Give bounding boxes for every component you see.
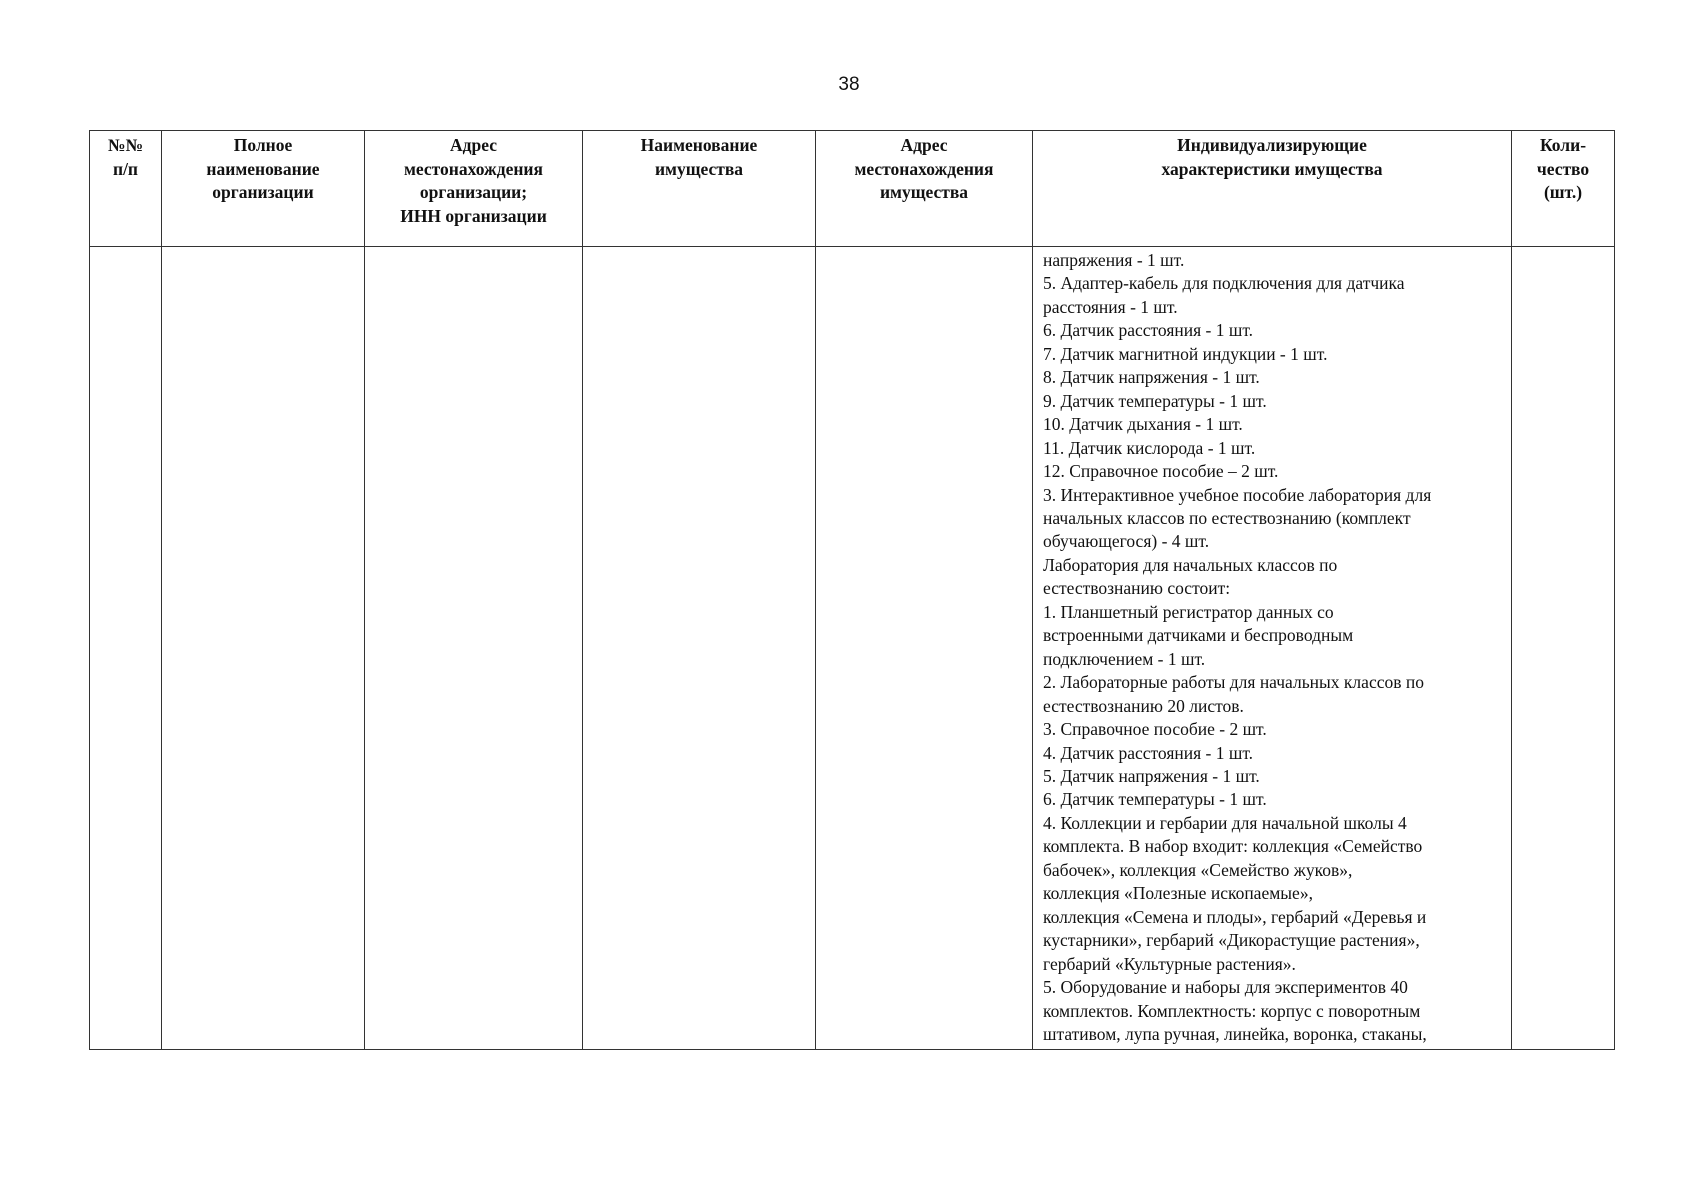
header-property-name xyxy=(583,131,816,247)
header-line: №№ xyxy=(107,135,144,155)
header-org-name xyxy=(162,131,365,247)
characteristics-line: бабочек», коллекция «Семейство жуков», xyxy=(1043,859,1353,880)
characteristics-line: 3. Интерактивное учебное пособие лаборатория для xyxy=(1043,484,1432,505)
cell-property-name xyxy=(583,247,816,1050)
characteristics-line: 5. Адаптер-кабель для подключения для датчика xyxy=(1043,273,1405,294)
header-line: местонахождения xyxy=(854,158,994,179)
header-quantity xyxy=(1512,131,1615,247)
characteristics-line: 2. Лабораторные работы для начальных классов по xyxy=(1043,672,1424,693)
characteristics-line: 5. Оборудование и наборы для экспериментов 40 xyxy=(1043,977,1408,998)
characteristics-line: начальных классов по естествознанию (комплект xyxy=(1043,507,1411,528)
header-line: Индивидуализирующие xyxy=(1177,135,1367,155)
characteristics-line: коллекция «Семена и плоды», гербарий «Деревья и xyxy=(1043,906,1427,927)
characteristics-line: 6. Датчик температуры - 1 шт. xyxy=(1043,789,1267,810)
characteristics-line: 9. Датчик температуры - 1 шт. xyxy=(1043,390,1267,411)
characteristics-line: 12. Справочное пособие – 2 шт. xyxy=(1043,461,1279,482)
header-line: (шт.) xyxy=(1543,182,1583,202)
cell-org-address xyxy=(365,247,583,1050)
header-line: Полное xyxy=(233,135,293,155)
table-row xyxy=(90,247,1615,1050)
header-num xyxy=(90,131,162,247)
header-line: наименование xyxy=(206,158,320,179)
characteristics-line: 11. Датчик кислорода - 1 шт. xyxy=(1043,437,1256,458)
characteristics-line: расстояния - 1 шт. xyxy=(1043,296,1178,317)
characteristics-line: 8. Датчик напряжения - 1 шт. xyxy=(1043,367,1260,388)
characteristics-line: кустарники», гербарий «Дикорастущие растения», xyxy=(1043,930,1420,951)
cell-characteristics xyxy=(1033,247,1512,1050)
header-line: п/п xyxy=(112,158,139,179)
header-line: организации; xyxy=(419,182,528,202)
header-line: имущества xyxy=(879,182,969,202)
cell-property-address xyxy=(816,247,1033,1050)
header-line: чество xyxy=(1536,158,1590,179)
characteristics-line: гербарий «Культурные растения». xyxy=(1043,953,1296,974)
table-header-row xyxy=(90,131,1615,247)
header-line: Коли- xyxy=(1539,135,1587,155)
header-line: Адрес xyxy=(450,135,497,155)
header-characteristics xyxy=(1033,131,1512,247)
header-property-address xyxy=(816,131,1033,247)
header-line: организации xyxy=(212,182,314,202)
characteristics-line: обучающегося) - 4 шт. xyxy=(1043,531,1210,552)
characteristics-line: комплектов. Комплектность: корпус с поворотным xyxy=(1043,1000,1421,1021)
characteristics-line: встроенными датчиками и беспроводным xyxy=(1043,625,1354,646)
header-line: ИНН организации xyxy=(400,205,547,226)
cell-quantity xyxy=(1512,247,1615,1050)
characteristics-line: 7. Датчик магнитной индукции - 1 шт. xyxy=(1043,343,1328,364)
property-table xyxy=(89,130,1615,1050)
header-line: местонахождения xyxy=(404,158,543,179)
characteristics-line: штативом, лупа ручная, линейка, воронка, стаканы, xyxy=(1043,1023,1427,1044)
cell-org-name xyxy=(162,247,365,1050)
header-line: Адрес xyxy=(900,135,948,155)
characteristics-line: подключением - 1 шт. xyxy=(1043,648,1206,669)
header-line: характеристики имущества xyxy=(1161,158,1383,179)
header-line: имущества xyxy=(654,158,744,179)
characteristics-line: естествознанию состоит: xyxy=(1043,578,1231,599)
characteristics-line: коллекция «Полезные ископаемые», xyxy=(1043,883,1313,904)
characteristics-line: 4. Датчик расстояния - 1 шт. xyxy=(1043,742,1254,763)
cell-num xyxy=(90,247,162,1050)
characteristics-line: 3. Справочное пособие - 2 шт. xyxy=(1043,719,1267,740)
characteristics-line: естествознанию 20 листов. xyxy=(1043,695,1244,716)
page-number: 38 xyxy=(838,74,860,95)
characteristics-line: Лаборатория для начальных классов по xyxy=(1043,554,1338,575)
header-org-address xyxy=(365,131,583,247)
characteristics-line: 4. Коллекции и гербарии для начальной школы 4 xyxy=(1043,812,1407,833)
characteristics-line: 5. Датчик напряжения - 1 шт. xyxy=(1043,765,1260,786)
characteristics-line: 10. Датчик дыхания - 1 шт. xyxy=(1043,414,1243,435)
characteristics-line: 1. Планшетный регистратор данных со xyxy=(1043,601,1334,622)
header-line: Наименование xyxy=(640,135,758,155)
characteristics-line: 6. Датчик расстояния - 1 шт. xyxy=(1043,320,1254,341)
characteristics-line: комплекта. В набор входит: коллекция «Семейство xyxy=(1043,836,1423,857)
characteristics-line: напряжения - 1 шт. xyxy=(1043,250,1185,270)
